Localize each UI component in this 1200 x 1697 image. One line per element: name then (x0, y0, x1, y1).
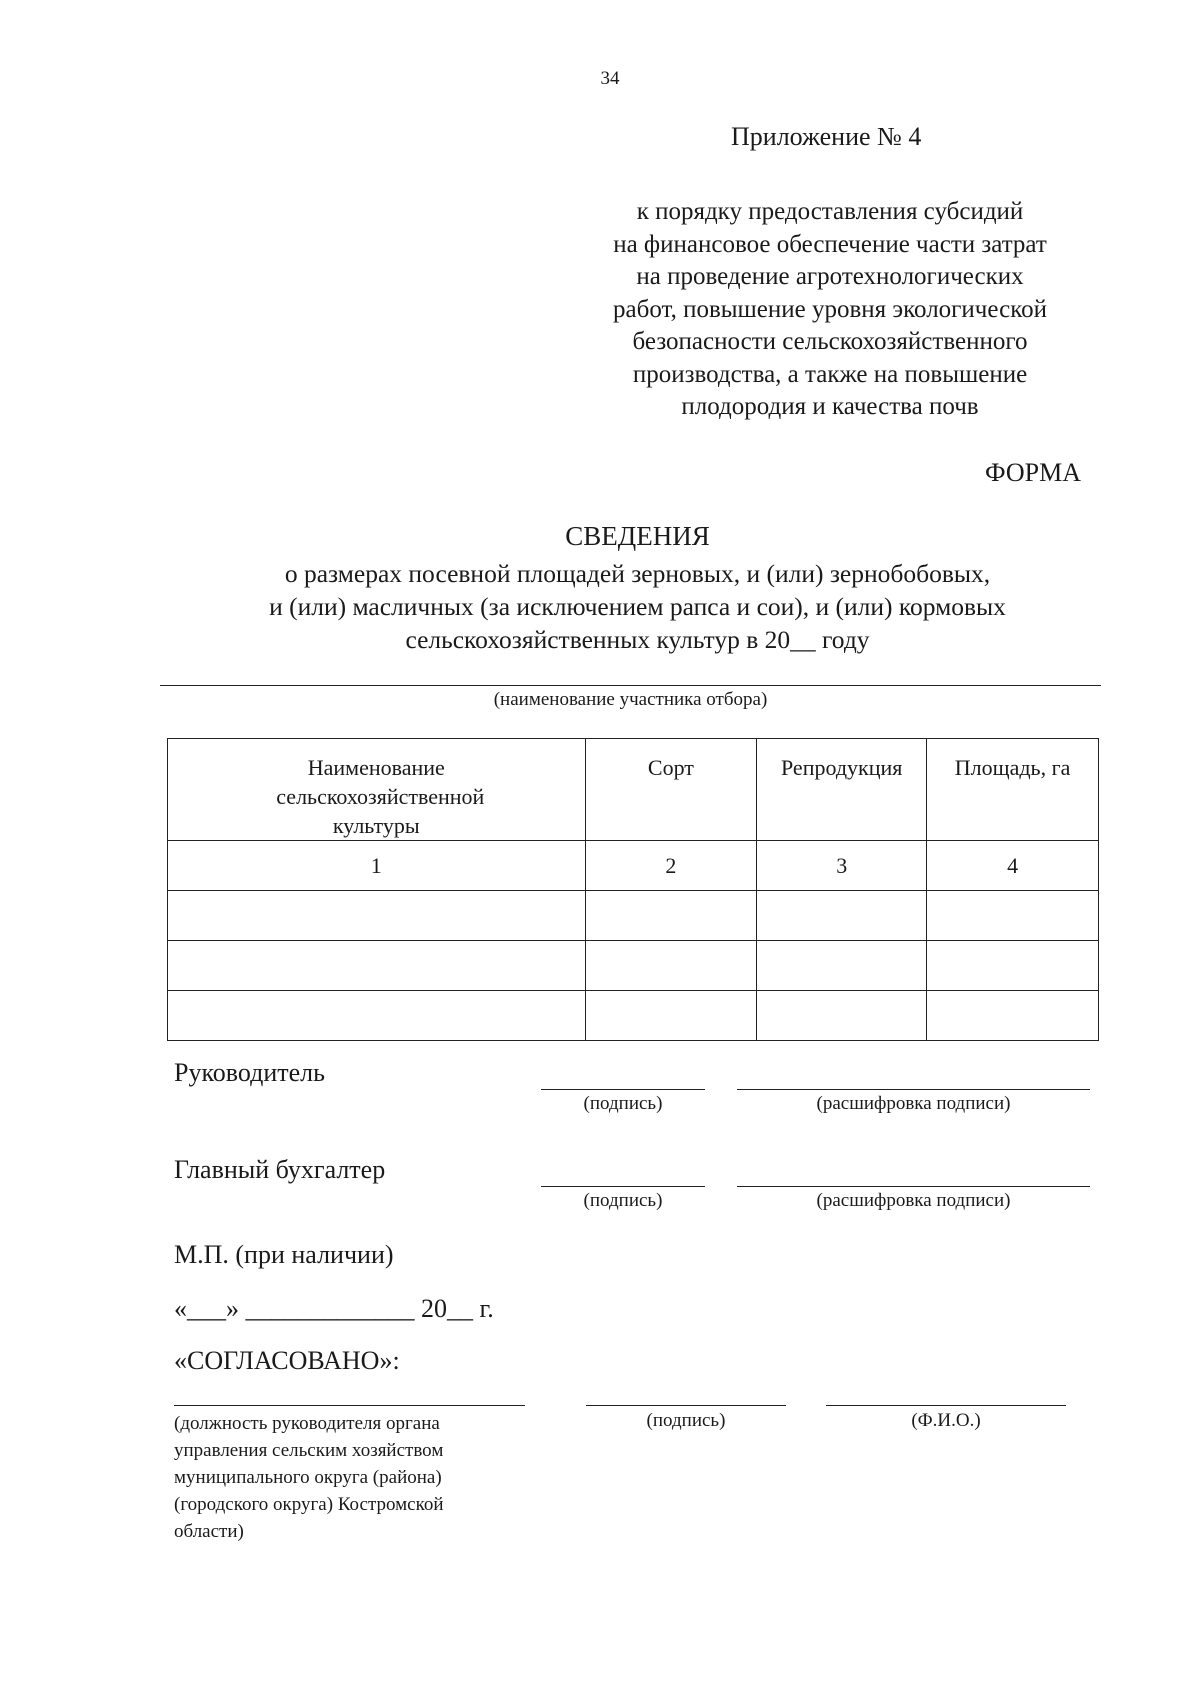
appendix-description-line: работ, повышение уровня экологической (613, 295, 1047, 323)
column-number-row (168, 841, 1099, 891)
stamp-label: М.П. (при наличии) (174, 1240, 394, 1269)
agreed-position-caption-line: области) (174, 1521, 244, 1542)
table-cell-variety[interactable] (585, 891, 757, 941)
appendix-description-line: на проведение агротехнологических (636, 263, 1024, 290)
crops-table (167, 738, 1099, 1041)
agreed-position-line[interactable] (174, 1405, 525, 1406)
agreed-position-caption-line: управления сельским хозяйством (174, 1440, 444, 1461)
participant-name-line[interactable] (160, 685, 1101, 686)
chief-accountant-decoding-caption: (расшифровка подписи) (816, 1190, 1011, 1211)
table-cell-crop[interactable] (168, 891, 586, 941)
column-number: 2 (585, 841, 757, 891)
appendix-description-line: к порядку предоставления субсидий (636, 198, 1024, 225)
head-signature-caption: (подпись) (583, 1093, 663, 1114)
table-row (168, 991, 1099, 1041)
table-cell-variety[interactable] (585, 991, 757, 1041)
table-cell-reproduction[interactable] (757, 991, 927, 1041)
table-cell-reproduction[interactable] (757, 941, 927, 991)
chief-accountant-label: Главный бухгалтер (174, 1155, 386, 1184)
column-header-variety: Сорт (585, 739, 757, 841)
agreed-position-caption-line: (должность руководителя органа (174, 1413, 440, 1434)
agreed-name-line[interactable] (826, 1405, 1066, 1406)
table-cell-area[interactable] (927, 941, 1099, 991)
column-header-area: Площадь, га (927, 739, 1099, 841)
table-cell-area[interactable] (927, 891, 1099, 941)
chief-accountant-decoding-line[interactable] (737, 1186, 1090, 1187)
head-decoding-line[interactable] (737, 1089, 1090, 1090)
head-signature-line[interactable] (541, 1089, 705, 1090)
table-header-row (168, 739, 1099, 841)
head-label: Руководитель (174, 1058, 325, 1087)
document-title: СВЕДЕНИЯ (565, 521, 710, 551)
appendix-description-line: плодородия и качества почв (681, 393, 979, 420)
head-decoding-caption: (расшифровка подписи) (816, 1093, 1011, 1114)
agreed-signature-caption: (подпись) (646, 1410, 726, 1431)
document-subtitle-line: сельскохозяйственных культур в 20__ году (405, 625, 870, 654)
date-line[interactable]: «___» _____________ 20__ г. (174, 1294, 494, 1323)
form-label: ФОРМА (985, 458, 1081, 487)
table-cell-reproduction[interactable] (757, 891, 927, 941)
agreed-signature-line[interactable] (586, 1405, 786, 1406)
appendix-description-line: безопасности сельскохозяйственного (632, 328, 1028, 355)
appendix-title: Приложение № 4 (731, 122, 922, 151)
participant-caption: (наименование участника отбора) (493, 689, 768, 710)
table-cell-crop[interactable] (168, 991, 586, 1041)
appendix-description (570, 196, 1090, 424)
appendix-description-line: на финансовое обеспечение части затрат (613, 230, 1047, 258)
table-cell-area[interactable] (927, 991, 1099, 1041)
document-subtitle-line: и (или) масличных (за исключением рапса и сои), и (или) кормовых (269, 592, 1006, 621)
column-number: 3 (757, 841, 927, 891)
column-number: 1 (168, 841, 586, 891)
appendix-description-line: производства, а также на повышение (632, 360, 1028, 388)
column-number: 4 (927, 841, 1099, 891)
agreed-name-caption: (Ф.И.О.) (911, 1410, 981, 1431)
chief-accountant-signature-line[interactable] (541, 1186, 705, 1187)
page-number: 34 (600, 68, 620, 89)
column-header-crop: Наименование сельскохозяйственной культуры (168, 739, 586, 841)
table-cell-crop[interactable] (168, 941, 586, 991)
agreed-position-caption-line: (городского округа) Костромской (174, 1494, 444, 1515)
table-row (168, 891, 1099, 941)
document-subtitle (100, 557, 1175, 656)
agreed-position-caption-line: муниципального округа (района) (174, 1467, 442, 1488)
agreed-label: «СОГЛАСОВАНО»: (174, 1346, 400, 1375)
table-row (168, 941, 1099, 991)
chief-accountant-signature-caption: (подпись) (583, 1190, 663, 1211)
column-header-reproduction: Репродукция (757, 739, 927, 841)
table-cell-variety[interactable] (585, 941, 757, 991)
document-subtitle-line: о размерах посевной площадей зерновых, и (или) зернобобовых, (284, 559, 991, 588)
agreed-position-caption (174, 1410, 514, 1545)
